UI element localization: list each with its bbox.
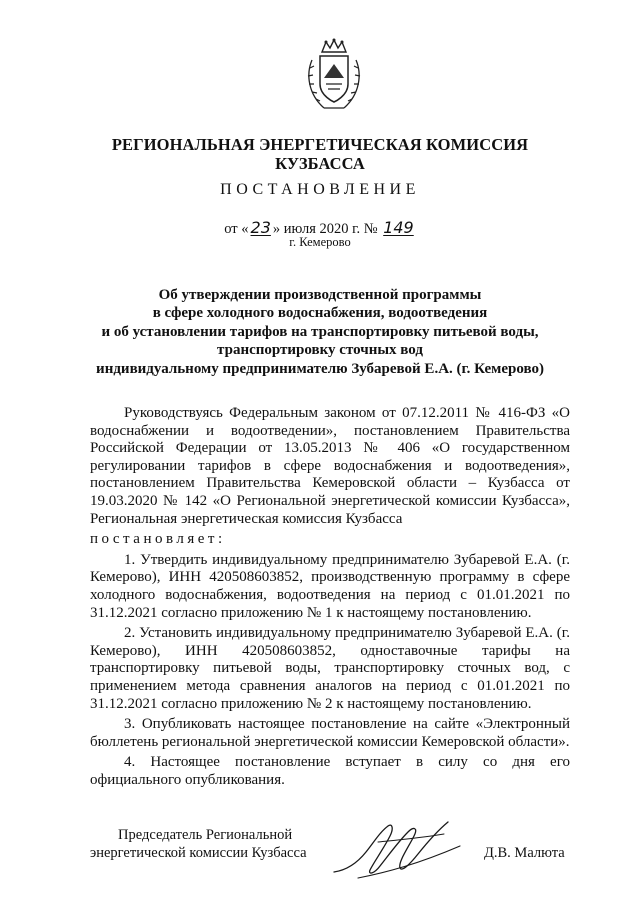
document-type: ПОСТАНОВЛЕНИЕ bbox=[220, 181, 420, 198]
document-body bbox=[90, 405, 570, 792]
org-name-line2: КУЗБАССА bbox=[275, 154, 365, 173]
document-number: 149 bbox=[383, 218, 414, 237]
date-suffix: » июля 2020 г. № bbox=[272, 221, 378, 237]
decree-item-1: 1. Утвердить индивидуальному предпринимателю Зубаревой Е.А. (г. Кемерово), ИНН 420508603852, производственную программу в сфере холодного водоснабжения, водоотведения на период с 01.01.2021 по 31.12.2021 согласно приложению № 1 к настоящему постановлению. bbox=[90, 551, 570, 621]
title-line: и об установлении тарифов на транспортировку питьевой воды, bbox=[101, 323, 539, 340]
decree-item-3: 3. Опубликовать настоящее постановление на сайте «Электронный бюллетень региональной энергетической комиссии Кемеровской области». bbox=[90, 716, 570, 750]
position-line2: энергетической комиссии Кузбасса bbox=[90, 845, 307, 861]
decree-item-2: 2. Установить индивидуальному предпринимателю Зубаревой Е.А. (г. Кемерово), ИНН 420508603852, одноставочные тарифы на транспортировку питьевой воды, транспортировку сточных вод, с применением метода сравнения аналогов на период с 01.01.2021 по 31.12.2021 согласно приложению № 2 к настоящему постановлению. bbox=[90, 625, 570, 712]
title-line: Об утверждении производственной программы bbox=[158, 287, 482, 303]
handwritten-signature-icon bbox=[328, 812, 468, 884]
decree-word: постановляет: bbox=[90, 531, 226, 548]
date-prefix: от « bbox=[224, 221, 249, 237]
city: г. Кемерово bbox=[289, 235, 351, 249]
org-name-line1: РЕГИОНАЛЬНАЯ ЭНЕРГЕТИЧЕСКАЯ КОМИССИЯ bbox=[111, 135, 529, 154]
title-line: транспортировку сточных вод bbox=[217, 342, 423, 359]
position-line1: Председатель Региональной bbox=[118, 827, 293, 843]
decree-item-4: 4. Настоящее постановление вступает в силу со дня его официального опубликования. bbox=[90, 754, 570, 788]
signatory-name: Д.В. Малюта bbox=[484, 845, 565, 861]
document-title bbox=[60, 286, 580, 378]
kuzbass-coat-of-arms-icon bbox=[302, 38, 366, 114]
title-line: индивидуальному предпринимателю Зубаревой Е.А. (г. Кемерово) bbox=[96, 360, 544, 377]
signatory-position bbox=[90, 826, 307, 862]
date-day: 23 bbox=[250, 218, 271, 237]
title-line: в сфере холодного водоснабжения, водоотведения bbox=[152, 305, 488, 322]
preamble-paragraph: Руководствуясь Федеральным законом от 07.12.2011 № 416-ФЗ «О водоснабжении и водоотведении», постановлением Правительства Российской Федерации от 13.05.2013 № 406 «О государственном регулировании тарифов в сфере водоснабжения и водоотведения», постановлением Правительства Кемеровской области – Кузбасса от 19.03.2020 № 142 «О Региональной энергетической комиссии Кузбасса», Региональная энергетическая комиссия Кузбасса bbox=[90, 405, 570, 527]
